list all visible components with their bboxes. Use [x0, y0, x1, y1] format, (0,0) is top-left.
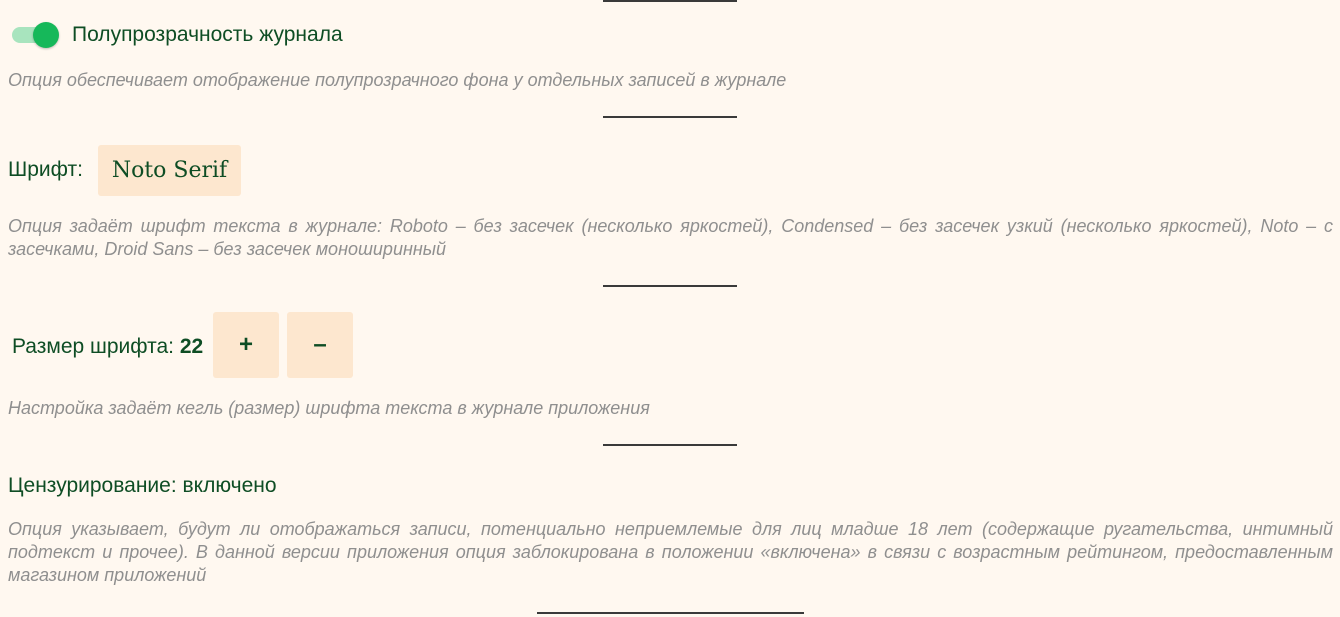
translucency-description: Опция обеспечивает отображение полупрозрачного фона у отдельных записей в журнале	[8, 70, 787, 90]
censorship-label: Цензурирование: включено	[8, 474, 277, 497]
translucency-toggle[interactable]	[12, 22, 60, 48]
font-size-value: 22	[179, 335, 204, 358]
translucency-label: Полупрозрачность журнала	[72, 23, 343, 46]
section-divider	[537, 612, 804, 614]
decrease-font-button[interactable]: –	[287, 312, 353, 378]
font-size-label	[12, 335, 203, 359]
increase-font-button[interactable]: +	[213, 312, 279, 378]
font-select-button[interactable]: Noto Serif	[98, 145, 241, 196]
toggle-knob	[33, 22, 59, 48]
section-divider	[603, 444, 737, 446]
font-size-caption: Размер шрифта:	[12, 335, 180, 358]
section-divider	[603, 285, 737, 287]
font-description: Опция задаёт шрифт текста в журнале: Roboto – без засечек (несколько яркостей), Condensed – без засечек узкий (несколько яркостей), Noto – с засечками, Droid Sans – без засечек моноширинный	[8, 216, 1333, 259]
section-divider	[603, 0, 737, 2]
font-size-description: Настройка задаёт кегль (размер) шрифта текста в журнале приложения	[8, 398, 650, 418]
font-label: Шрифт:	[8, 158, 83, 181]
censorship-description: Опция указывает, будут ли отображаться записи, потенциально неприемлемые для лиц младше 18 лет (содержащие ругательства, интимный подтекст и прочее). В данной версии приложения опция заблокирована в положении «включена» в связи с возрастным рейтингом, предоставленным магазином приложений	[8, 519, 1333, 585]
section-divider	[603, 116, 737, 118]
